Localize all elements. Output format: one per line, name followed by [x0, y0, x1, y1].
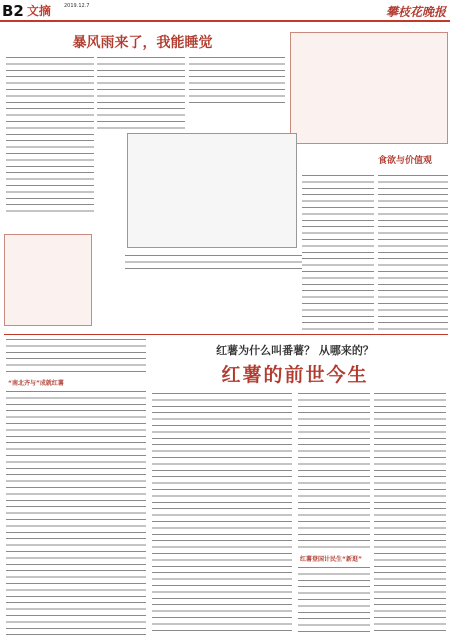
section-letter: B2: [2, 1, 24, 20]
section-name: 文摘: [26, 4, 51, 18]
bottom-column-1: [6, 336, 146, 374]
section-tag: [2, 2, 51, 19]
sidebar-box-left: [4, 234, 92, 326]
bottom-column-3c: [298, 564, 370, 636]
bottom-column-1b: [6, 388, 146, 636]
bottom-column-3a: [298, 390, 370, 550]
bottom-column-3b: [374, 390, 446, 636]
right-column-1: [302, 172, 374, 332]
header-meta: [64, 2, 89, 10]
right-column-2: [378, 172, 448, 332]
section-divider: [4, 334, 448, 335]
sidebar-box-top-right: [290, 32, 448, 144]
bottom-column-2: [152, 390, 292, 636]
masthead-logo: 攀枝花晚报: [385, 5, 446, 19]
issue-date: 2019.12.7: [64, 3, 90, 9]
headline-storm-sleep: 暴风雨来了，我能睡觉: [72, 35, 213, 51]
page-header: [0, 0, 450, 22]
body-column-1: [6, 54, 94, 216]
body-column-2: [97, 54, 185, 130]
bottom-subhead-1: “南北齐与”成就红薯: [8, 380, 64, 387]
sweet-potato-kicker: 红薯为什么叫番薯？ 从哪来的？: [216, 344, 374, 357]
cartoon-image: [127, 133, 297, 248]
body-column-3: [189, 54, 285, 106]
headline-appetite-values: 食欲与价值观: [377, 156, 432, 166]
headline-sweet-potato: 红薯的前世今生: [221, 364, 369, 386]
bottom-subhead-2: 红薯登国计民生“新逛”: [300, 556, 362, 563]
